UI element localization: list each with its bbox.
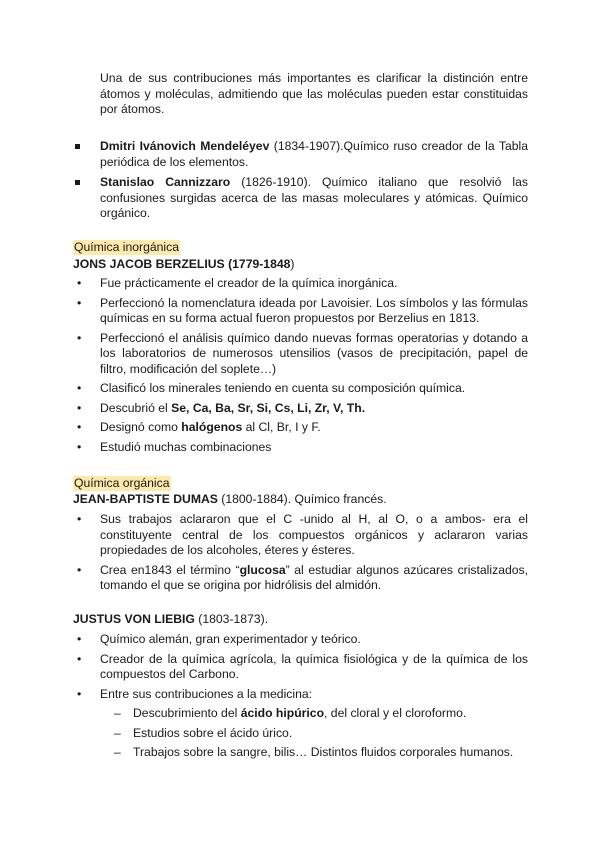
bullet-dot-icon: • [77, 381, 82, 395]
sub-list-item: – Descubrimiento del ácido hipúrico, del cloral y el cloroformo. [114, 706, 467, 720]
bullet-dot-icon: • [77, 439, 82, 454]
chemist-description: (1834-1907).Químico ruso creador de la Tabla periódica de los elementos. [100, 139, 528, 169]
list-item: • Sus trabajos aclararon que el C -unido al H, al O, o a ambos- era el constituyente central de los compuestos orgánicos y aclararon varias propiedades de los alcoholes, éteres y ésteres. [77, 512, 528, 557]
chemists-list [73, 139, 528, 222]
list-item-mendeleyev [73, 139, 528, 170]
square-bullet-icon [75, 144, 80, 149]
liebig-list [73, 632, 528, 765]
bullet-dot-icon: • [77, 686, 82, 701]
intro-paragraph: Una de sus contribuciones más importantes es clarificar la distinción entre átomos y moléculas, admitiendo que las moléculas pueden estar constituidas por átomos. [100, 71, 528, 116]
dash-bullet-icon: – [114, 745, 121, 759]
list-item: • Químico alemán, gran experimentador y teórico. [77, 632, 361, 646]
list-item: • Creador de la química agrícola, la química fisiológica y de la química de los compuestos del Carbono. [77, 651, 528, 681]
person-suffix: (1800-1884). Químico francés. [217, 492, 387, 506]
bullet-dot-icon: • [77, 420, 82, 434]
sub-list-item: – Estudios sobre el ácido úrico. [114, 725, 293, 740]
person-suffix: (1803-1873). [194, 612, 269, 626]
list-item: • Perfeccionó la nomenclatura ideada por Lavoisier. Los símbolos y las fórmulas químicas en su forma actual fueron propuestos por Berzelius en 1813. [77, 295, 528, 325]
dash-bullet-icon: – [114, 725, 121, 740]
bullet-dot-icon: • [77, 512, 82, 526]
bullet-dot-icon: • [77, 632, 82, 646]
medicine-sublist [100, 706, 528, 761]
element-symbols: Se, Ca, Ba, Sr, Si, Cs, Li, Zr, V, Th. [171, 400, 366, 415]
person-heading-liebig [73, 612, 528, 628]
bullet-dot-icon: • [77, 562, 82, 577]
person-name: JEAN-BAPTISTE DUMAS [73, 492, 218, 506]
list-item: • Fue prácticamente el creador de la química inorgánica. [77, 276, 398, 290]
list-item: • Descubrió el Se, Ca, Ba, Sr, Si, Cs, Li, Zr, V, Th. [77, 400, 366, 415]
dumas-list [73, 512, 528, 598]
person-heading-berzelius [73, 257, 528, 273]
list-item-cannizzaro [73, 175, 528, 222]
glucose-term: glucosa [239, 562, 286, 577]
bullet-dot-icon: • [77, 651, 82, 666]
chemist-name: Dmitri Ivánovich Mendeléyev [100, 139, 270, 153]
bullet-dot-icon: • [77, 330, 82, 345]
list-item: • Designó como halógenos al Cl, Br, I y F. [77, 420, 321, 434]
sub-list-item: – Trabajos sobre la sangre, bilis… Distintos fluidos corporales humanos. [114, 745, 514, 759]
section-title-inorganic: Química inorgánica [74, 240, 179, 254]
person-suffix: ) [290, 257, 295, 271]
hippuric-acid-term: ácido hipúrico [240, 706, 325, 720]
dash-bullet-icon: – [114, 706, 121, 720]
list-item: • Clasificó los minerales teniendo en cuenta su composición química. [77, 381, 466, 395]
list-item: • Crea en1843 el término “glucosa” al estudiar algunos azúcares cristalizados, tomando el que se origina por hidrólisis del almidón. [77, 562, 529, 592]
list-item: • Perfeccionó el análisis químico dando nuevas formas operatorias y dotando a los laboratorios de numerosos utensilios (vasos de precipitación, papel de filtro, modificación del soplete…) [77, 330, 528, 376]
person-name: JUSTUS VON LIEBIG [73, 612, 195, 626]
chemist-description: (1826-1910). Químico italiano que resolvió las confusiones surgidas acerca de las masas moleculares y atómicas. Químico orgánico. [100, 175, 529, 220]
square-bullet-icon [75, 180, 80, 185]
section-title-organic: Química orgánica [74, 476, 170, 490]
chemist-name: Stanislao Cannizzaro [100, 175, 231, 189]
bullet-dot-icon: • [77, 276, 82, 290]
person-heading-dumas [73, 492, 528, 508]
person-name: JONS JACOB BERZELIUS (1779-1848 [73, 257, 291, 271]
halogens-term: halógenos [181, 420, 243, 434]
bullet-dot-icon: • [77, 295, 82, 310]
bullet-dot-icon: • [77, 400, 82, 415]
list-item: • Estudió muchas combinaciones [77, 439, 272, 454]
list-item: • Entre sus contribuciones a la medicina: – Descubrimiento del ácido hipúrico, del cloral y el cloroformo. – Estudios sobre el ácido úrico. – Trabajos sobre la sangre, bilis… Distintos fluidos corporales humanos. [73, 687, 528, 761]
berzelius-list [73, 276, 528, 459]
